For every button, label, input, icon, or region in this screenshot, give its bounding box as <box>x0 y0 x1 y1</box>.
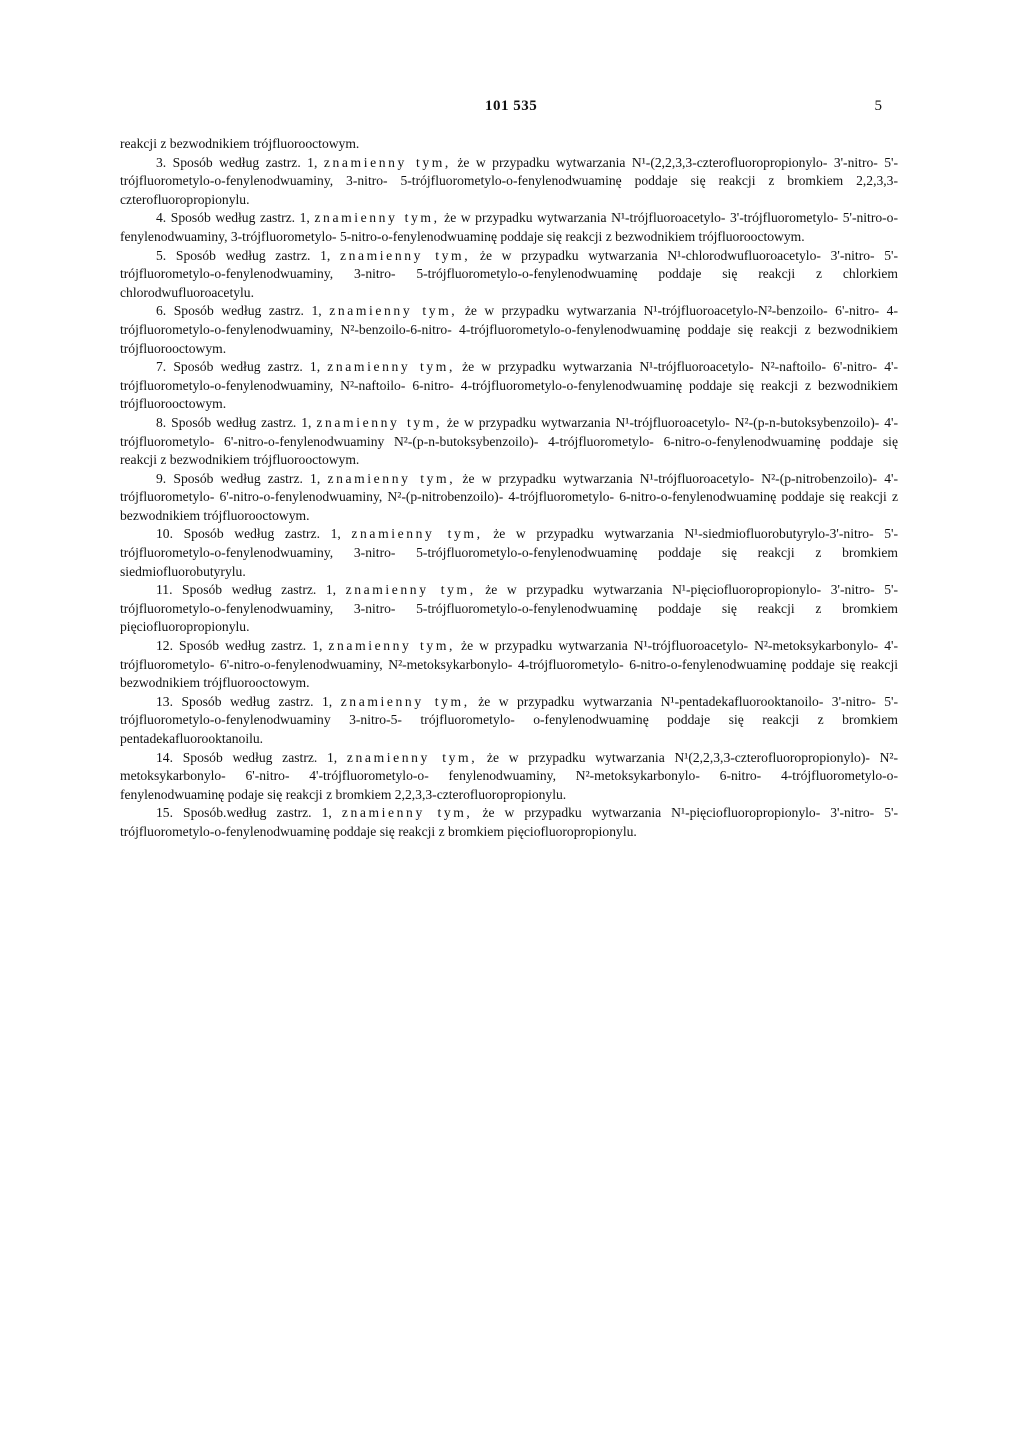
claim-keyword: znamienny tym, <box>341 805 473 821</box>
claim-10 <box>120 525 898 581</box>
claim-lead: Sposób według zastrz. 1, <box>171 414 312 430</box>
claim-lead: Sposób według zastrz. 1, <box>170 210 310 226</box>
claim-lead: Sposób według zastrz. 1, <box>173 470 321 486</box>
claim-keyword: znamienny tym, <box>316 414 442 430</box>
claim-number: 12. <box>156 638 173 654</box>
claim-lead: Sposób według zastrz. 1, <box>179 638 323 654</box>
claim-text: że w przypadku wytwarzania N¹-trójfluoroacetylo- N²-metoksykarbonylo- 4'-trójfluorometylo- 6'-nitro-o-fenylenodwuaminy, N²-metoksykarbonylo- 4-trójfluorometylo- 6-nitro-o-fenylenodwuaminę poddaje się reakcji bezwodnikiem trójfluorooctowym. <box>120 638 898 691</box>
claim-lead: Sposób według zastrz. 1, <box>183 526 341 542</box>
claims-text <box>120 135 898 842</box>
claim-keyword: znamienny tym, <box>329 303 458 319</box>
claim-13 <box>120 693 898 749</box>
intro-paragraph: reakcji z bezwodnikiem trójfluorooctowym. <box>120 136 360 151</box>
claim-3 <box>120 154 898 210</box>
claim-text: że w przypadku wytwarzania N¹-trójfluoroacetylo- N²-(p-n-butoksybenzoilo)- 4'-trójfluorometylo- 6'-nitro-o-fenylenodwuaminy N²-(p-n-butoksybenzoilo)- 4-trójfluorometylo- 6-nitro-o-fenylenodwuaminę poddaje się reakcji z bezwodnikiem trójfluorooctowym. <box>120 414 898 468</box>
claim-text: że w przypadku wytwarzania N¹-trójfluoroacetylo- 3'-trójfluorometylo- 5'-nitro-o-fenylenodwuaminy, 3-trójfluorometylo- 5-nitro-o-fenylenodwuaminę poddaje się reakcji z bezwodnikiem trójfluorooctowym. <box>120 210 899 244</box>
claim-lead: Sposób według zastrz. 1, <box>173 303 322 319</box>
claim-15 <box>120 804 898 841</box>
claim-11 <box>120 581 898 637</box>
document-number: 101 535 <box>485 98 538 114</box>
claim-4 <box>120 209 898 246</box>
claim-text: że w przypadku wytwarzania N¹-pentadekafluorooktanoilo- 3'-nitro- 5'-trójfluorometylo-o-fenylenodwuaminy 3-nitro-5- trójfluorometylo- o-fenylenodwuaminę poddaje się reakcji z bromkiem pentadekafluorooktanoilu. <box>120 693 899 746</box>
claim-number: 10. <box>156 526 173 542</box>
claim-keyword: znamienny tym, <box>327 470 456 486</box>
claim-8 <box>120 414 898 470</box>
claim-text: że w przypadku wytwarzania N¹-siedmiofluorobutyrylo-3'-nitro- 5'-trójfluorometylo-o-fenylenodwuaminy, 3-nitro- 5-trójfluorometylo-o-fenylenodwuaminę poddaje się reakcji z bromkiem siedmiofluorobutyrylu. <box>120 526 898 579</box>
claim-lead: Sposób według zastrz. 1, <box>172 154 318 170</box>
page-number: 5 <box>874 98 882 114</box>
claim-lead: Sposób według zastrz. 1, <box>182 582 337 598</box>
claim-number: 4. <box>156 210 167 226</box>
claim-7 <box>120 358 898 414</box>
claim-text: że w przypadku wytwarzania N¹-trójfluoroacetylo- N²-(p-nitrobenzoilo)- 4'-trójfluorometylo- 6'-nitro-o-fenylenodwuaminy, N²-(p-nitrobenzoilo)- 4-trójfluorometylo- 6-nitro-o-fenylenodwuaminę poddaje się reakcji z bezwodnikiem trójfluorooctowym. <box>120 470 899 523</box>
claim-number: 11. <box>156 582 173 598</box>
claim-number: 13. <box>156 693 173 709</box>
claim-text: że w przypadku wytwarzania N¹-pięciofluoropropionylo- 3'-nitro- 5'-trójfluorometylo-o-fenylenodwuaminę poddaje się reakcji z bromkiem pięciofluoropropionylu. <box>120 805 898 839</box>
claim-keyword: znamienny tym, <box>328 638 456 654</box>
claim-number: 8. <box>156 414 167 430</box>
page-header <box>120 98 882 122</box>
claim-text: że w przypadku wytwarzania N¹-pięciofluoropropionylo- 3'-nitro- 5'-trójfluorometylo-o-fenylenodwuaminy, 3-nitro- 5-trójfluorometylo-o-fenylenodwuaminę poddaje się reakcji z bromkiem pięciofluoropropionylu. <box>120 582 898 635</box>
claim-12 <box>120 637 898 693</box>
claim-lead: Sposób według zastrz. 1, <box>173 359 321 375</box>
claim-14 <box>120 749 898 805</box>
claim-number: 6. <box>156 303 167 319</box>
claim-number: 15. <box>156 805 173 821</box>
claim-number: 14. <box>156 749 173 765</box>
claim-text: że w przypadku wytwarzania N¹-trójfluoroacetylo- N²-naftoilo- 6'-nitro- 4'-trójfluorometylo-o-fenylenodwuaminy, N²-naftoilo- 6-nitro- 4-trójfluorometylo-o-fenylenodwuaminę poddaje się reakcji z bezwodnikiem trójfluorooctowym. <box>120 359 898 412</box>
claim-number: 7. <box>156 359 167 375</box>
claim-6 <box>120 302 898 358</box>
claim-number: 9. <box>156 470 167 486</box>
claim-lead: Sposób według zastrz. 1, <box>181 693 333 709</box>
claim-number: 3. <box>156 154 167 170</box>
claim-5 <box>120 247 898 303</box>
claim-lead: Sposób według zastrz. 1, <box>182 749 338 765</box>
claim-keyword: znamienny tym, <box>339 247 471 263</box>
claim-text: że w przypadku wytwarzania N¹-trójfluoroacetylo-N²-benzoilo- 6'-nitro- 4-trójfluorometylo-o-fenylenodwuaminy, N²-benzoilo-6-nitro- 4-trójfluorometylo-o-fenylenodwuaminę poddaje się reakcji z bezwodnikiem trójfluorooctowym. <box>120 303 899 356</box>
claim-number: 5. <box>156 247 167 263</box>
claim-keyword: znamienny tym, <box>346 749 478 765</box>
claim-keyword: znamienny tym, <box>327 359 455 375</box>
claim-lead: Sposób.według zastrz. 1, <box>183 805 332 821</box>
claim-keyword: znamienny tym, <box>345 582 476 598</box>
claim-lead: Sposób według zastrz. 1, <box>175 247 331 263</box>
claim-keyword: znamienny tym, <box>323 154 451 170</box>
claim-text: że w przypadku wytwarzania N¹(2,2,3,3-czterofluoropropionylo)- N²-metoksykarbonylo- 6'-nitro- 4'-trójfluorometylo-o- fenylenodwuaminy, N²-metoksykarbonylo- 6-nitro- 4-trójfluorometylo-o-fenylenodwuaminę podaje się reakcji z bromkiem 2,2,3,3-czterofluoropropionylu. <box>120 749 899 802</box>
claim-keyword: znamienny tym, <box>314 210 440 226</box>
claim-text: że w przypadku wytwarzania N¹-chlorodwufluoroacetylo- 3'-nitro- 5'-trójfluorometylo-o-fenylenodwuaminy, 3-nitro- 5-trójfluorometylo-o-fenylenodwuaminę poddaje się reakcji z chlorkiem chlorodwufluoroacetylu. <box>120 247 898 300</box>
claim-text: że w przypadku wytwarzania N¹-(2,2,3,3-czterofluoropropionylo- 3'-nitro- 5'-trójfluorometylo-o-fenylenodwuaminy, 3-nitro- 5-trójfluorometylo-o-fenylenodwuaminę poddaje się reakcji z bromkiem 2,2,3,3-czterofluoropropionylu. <box>120 154 899 207</box>
claim-keyword: znamienny tym, <box>340 693 470 709</box>
claim-9 <box>120 470 898 526</box>
claim-keyword: znamienny tym, <box>351 526 483 542</box>
